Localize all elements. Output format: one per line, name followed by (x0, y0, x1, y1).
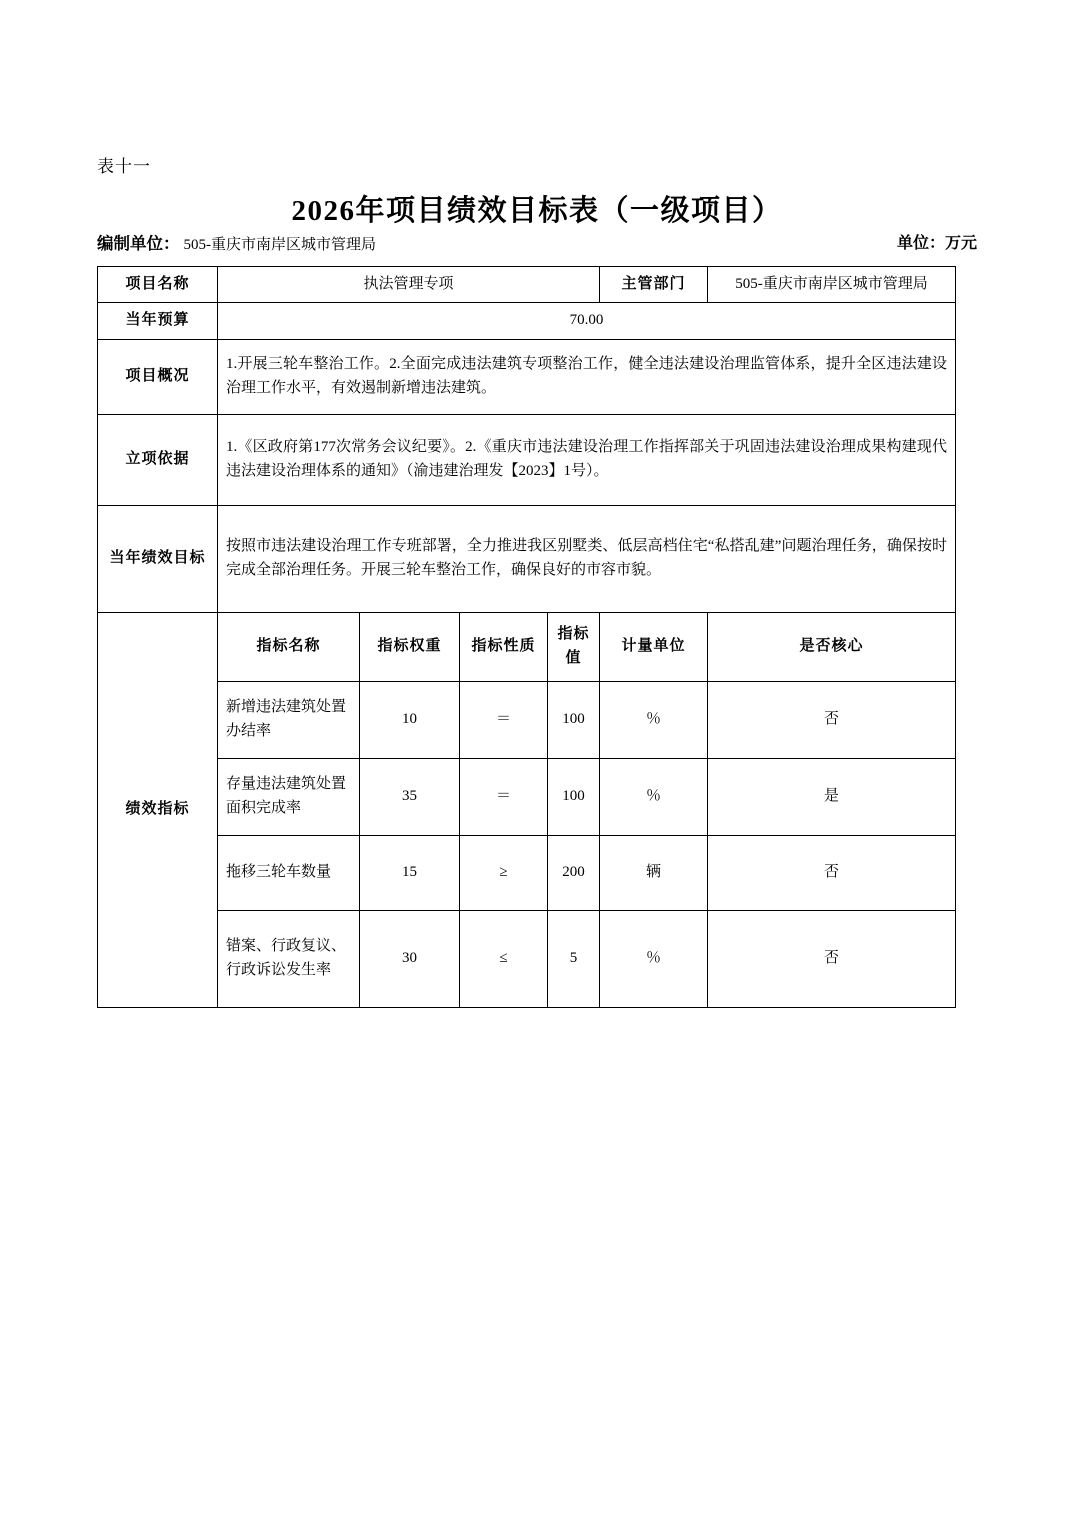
table-row (98, 910, 956, 1007)
budget-label: 当年预算 (98, 303, 218, 339)
table-row (98, 835, 956, 910)
table-row-project-name (98, 267, 956, 303)
compiler-label: 编制单位： (97, 234, 180, 253)
indicator-nature: ≤ (460, 910, 548, 1007)
goal-label: 当年绩效目标 (98, 505, 218, 612)
indicator-weight: 35 (360, 758, 460, 835)
indicator-weight: 10 (360, 681, 460, 758)
indicator-value: 5 (548, 910, 600, 1007)
indicator-nature: ≥ (460, 835, 548, 910)
indicator-value: 100 (548, 681, 600, 758)
indicator-unit: ％ (600, 910, 708, 1007)
indicator-core: 否 (708, 681, 956, 758)
indicators-label: 绩效指标 (98, 612, 218, 1007)
indicator-header-core: 是否核心 (708, 612, 956, 681)
budget-value: 70.00 (218, 303, 956, 339)
indicator-header-unit: 计量单位 (600, 612, 708, 681)
indicator-core: 否 (708, 910, 956, 1007)
unit-note: 单位：万元 (896, 235, 977, 252)
dept-label: 主管部门 (600, 267, 708, 303)
indicator-core: 否 (708, 835, 956, 910)
dept-value: 505-重庆市南岸区城市管理局 (708, 267, 956, 303)
indicator-header-nature: 指标性质 (460, 612, 548, 681)
indicator-header-name: 指标名称 (218, 612, 360, 681)
basis-value: 1.《区政府第177次常务会议纪要》。2.《重庆市违法建设治理工作指挥部关于巩固违法建设治理成果构建现代违法建设治理体系的通知》（渝违建治理发【2023】1号）。 (218, 414, 956, 505)
page-title: 2026年项目绩效目标表（一级项目） (291, 195, 783, 227)
indicator-unit: 辆 (600, 835, 708, 910)
sheet-label: 表十一 (97, 157, 151, 176)
indicator-unit: ％ (600, 758, 708, 835)
indicator-nature: ＝ (460, 758, 548, 835)
project-name-value: 执法管理专项 (218, 267, 600, 303)
meta-row (97, 230, 977, 254)
indicator-weight: 15 (360, 835, 460, 910)
project-name-label: 项目名称 (98, 267, 218, 303)
table-row (98, 758, 956, 835)
indicator-core: 是 (708, 758, 956, 835)
indicator-unit: ％ (600, 681, 708, 758)
overview-label: 项目概况 (98, 339, 218, 414)
indicator-header-value: 指标值 (548, 612, 600, 681)
indicator-nature: ＝ (460, 681, 548, 758)
indicator-name: 错案、行政复议、行政诉讼发生率 (218, 910, 360, 1007)
table-row (98, 681, 956, 758)
compiler-unit (97, 230, 376, 254)
compiler-value: 505-重庆市南岸区城市管理局 (183, 237, 376, 253)
table-row-basis (98, 414, 956, 505)
indicator-header-row (98, 612, 956, 681)
indicator-value: 200 (548, 835, 600, 910)
overview-value: 1.开展三轮车整治工作。2.全面完成违法建筑专项整治工作，健全违法建设治理监管体系，提升全区违法建设治理工作水平，有效遏制新增违法建筑。 (218, 339, 956, 414)
indicator-name: 拖移三轮车数量 (218, 835, 360, 910)
table-row-overview (98, 339, 956, 414)
indicator-header-weight: 指标权重 (360, 612, 460, 681)
basis-label: 立项依据 (98, 414, 218, 505)
indicator-name: 存量违法建筑处置面积完成率 (218, 758, 360, 835)
indicator-weight: 30 (360, 910, 460, 1007)
indicator-name: 新增违法建筑处置办结率 (218, 681, 360, 758)
performance-target-table (97, 266, 956, 1008)
table-row-budget (98, 303, 956, 339)
table-row-goal (98, 505, 956, 612)
indicator-value: 100 (548, 758, 600, 835)
goal-value: 按照市违法建设治理工作专班部署，全力推进我区别墅类、低层高档住宅“私搭乱建”问题治理任务，确保按时完成全部治理任务。开展三轮车整治工作，确保良好的市容市貌。 (218, 505, 956, 612)
